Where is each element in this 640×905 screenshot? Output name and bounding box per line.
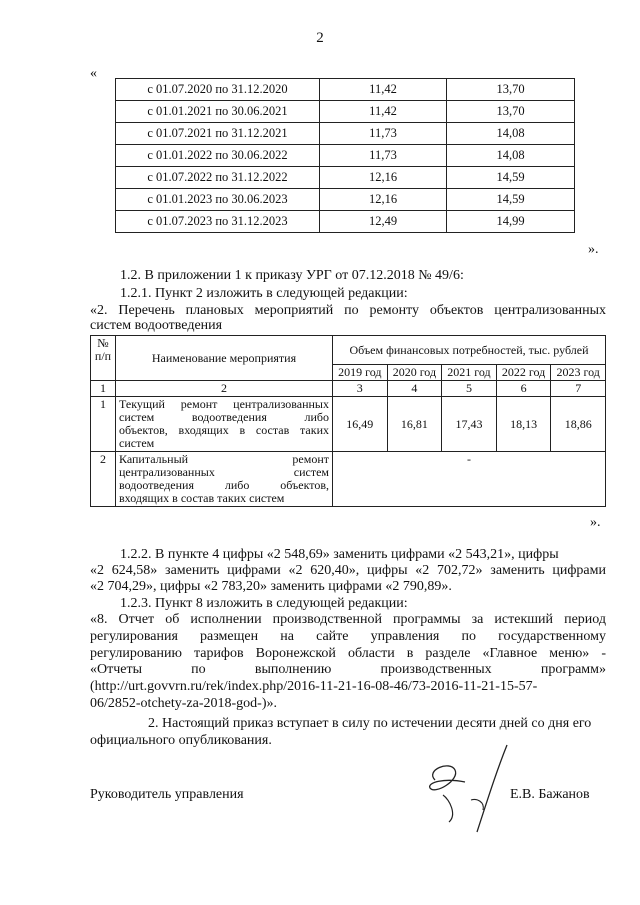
signatory-name: Е.В. Бажанов [510,787,590,802]
rate-value-1: 12,49 [320,211,447,233]
table-row [116,167,575,189]
row-value: 16,49 [333,397,388,452]
column-number: 1 [91,381,116,397]
signatory-position: Руководитель управления [90,787,244,802]
table-row [116,189,575,211]
paragraph-1-2-2-line: «2 704,29», цифры «2 783,20» заменить цифрами «2 790,89». [90,579,452,594]
column-number: 3 [333,381,388,397]
rate-value-1: 11,42 [320,79,447,101]
row-name-line: Капитальный ремонт [119,452,329,466]
paragraph-1-2-3: 1.2.3. Пункт 8 изложить в следующей редакции: [120,596,408,611]
header-year: 2022 год [496,365,551,381]
column-number: 5 [442,381,497,397]
rate-period: с 01.07.2021 по 31.12.2021 [116,123,320,145]
header-year: 2019 год [333,365,388,381]
rate-period: с 01.01.2023 по 30.06.2023 [116,189,320,211]
rate-value-2: 14,59 [447,189,575,211]
row-value: 18,86 [551,397,606,452]
quote-line: систем водоотведения [90,318,223,333]
header-funds: Объем финансовых потребностей, тыс. рублей [333,336,606,365]
row-value: 17,43 [442,397,497,452]
section-heading: 1.2. В приложении 1 к приказу УРГ от 07.12.2018 № 49/6: [120,268,464,283]
rate-value-2: 14,08 [447,145,575,167]
row-name-line: систем водоотведения либо [119,410,329,424]
row-empty-value: - [333,452,606,507]
table-row [116,79,575,101]
rate-value-1: 12,16 [320,167,447,189]
row-name-line: централизованных систем [119,465,329,479]
rate-value-2: 14,59 [447,167,575,189]
quote-line: «8. Отчет об исполнении производственной программы за истекший период [90,612,606,627]
table-header-row [91,336,606,365]
quote-line: регулирования размещен на сайте управления по государственному [90,629,606,644]
rate-value-1: 11,73 [320,145,447,167]
table-row [116,211,575,233]
rate-period: с 01.07.2022 по 31.12.2022 [116,167,320,189]
plan-table [90,335,606,507]
row-name-line: входящих в состав таких систем [119,491,285,505]
close-quote: ». [588,242,599,257]
table-row [116,145,575,167]
table-number-row [91,381,606,397]
column-number: 4 [387,381,442,397]
table-row [91,397,606,452]
paragraph-2: 2. Настоящий приказ вступает в силу по истечении десяти дней со дня его [148,716,592,731]
rate-period: с 01.07.2023 по 31.12.2023 [116,211,320,233]
quote-line: «Отчеты по выполнению производственных программ» [90,662,606,677]
url-line: 06/2852-otchety-za-2018-god-)». [90,696,277,711]
rate-period: с 01.01.2021 по 30.06.2021 [116,101,320,123]
header-year: 2023 год [551,365,606,381]
paragraph-1-2-2: 1.2.2. В пункте 4 цифры «2 548,69» заменить цифрами «2 543,21», цифры [120,547,559,562]
rate-value-2: 14,08 [447,123,575,145]
row-number: 2 [91,452,116,507]
row-name-line: водоотведения либо объектов, [119,478,329,492]
row-value: 16,81 [387,397,442,452]
rates-table [115,78,575,233]
close-quote: ». [590,515,601,530]
quote-line: «2. Перечень плановых мероприятий по ремонту объектов централизованных [90,303,606,318]
rate-value-1: 11,73 [320,123,447,145]
rate-value-1: 11,42 [320,101,447,123]
open-quote: « [90,66,97,81]
row-number: 1 [91,397,116,452]
header-number: № п/п [91,336,116,381]
row-name [116,452,333,507]
quote-line: регулированию тарифов Воронежской области в разделе «Главное меню» - [90,646,606,661]
rate-value-1: 12,16 [320,189,447,211]
table-row [116,101,575,123]
header-year: 2021 год [442,365,497,381]
row-name [116,397,333,452]
rate-value-2: 13,70 [447,79,575,101]
row-name-line: объектов, входящих в состав таких [119,423,329,437]
row-value: 18,13 [496,397,551,452]
paragraph-2-line: официального опубликования. [90,733,272,748]
table-row [116,123,575,145]
rate-period: с 01.07.2020 по 31.12.2020 [116,79,320,101]
paragraph-1-2-1: 1.2.1. Пункт 2 изложить в следующей редакции: [120,286,408,301]
url-line: (http://urt.govvrn.ru/rek/index.php/2016-11-21-16-08-46/73-2016-11-21-15-57- [90,679,538,694]
handwritten-signature [405,740,515,845]
row-name-line: систем [119,436,155,450]
paragraph-1-2-2-line: «2 624,58» заменить цифрами «2 620,40», цифры «2 702,72» заменить цифрами [90,563,606,578]
header-name: Наименование мероприятия [116,336,333,381]
column-number: 2 [116,381,333,397]
page-number: 2 [316,30,324,46]
column-number: 6 [496,381,551,397]
table-row [91,452,606,507]
row-name-line: Текущий ремонт централизованных [119,397,329,411]
rate-value-2: 14,99 [447,211,575,233]
rate-period: с 01.01.2022 по 30.06.2022 [116,145,320,167]
header-year: 2020 год [387,365,442,381]
column-number: 7 [551,381,606,397]
rate-value-2: 13,70 [447,101,575,123]
